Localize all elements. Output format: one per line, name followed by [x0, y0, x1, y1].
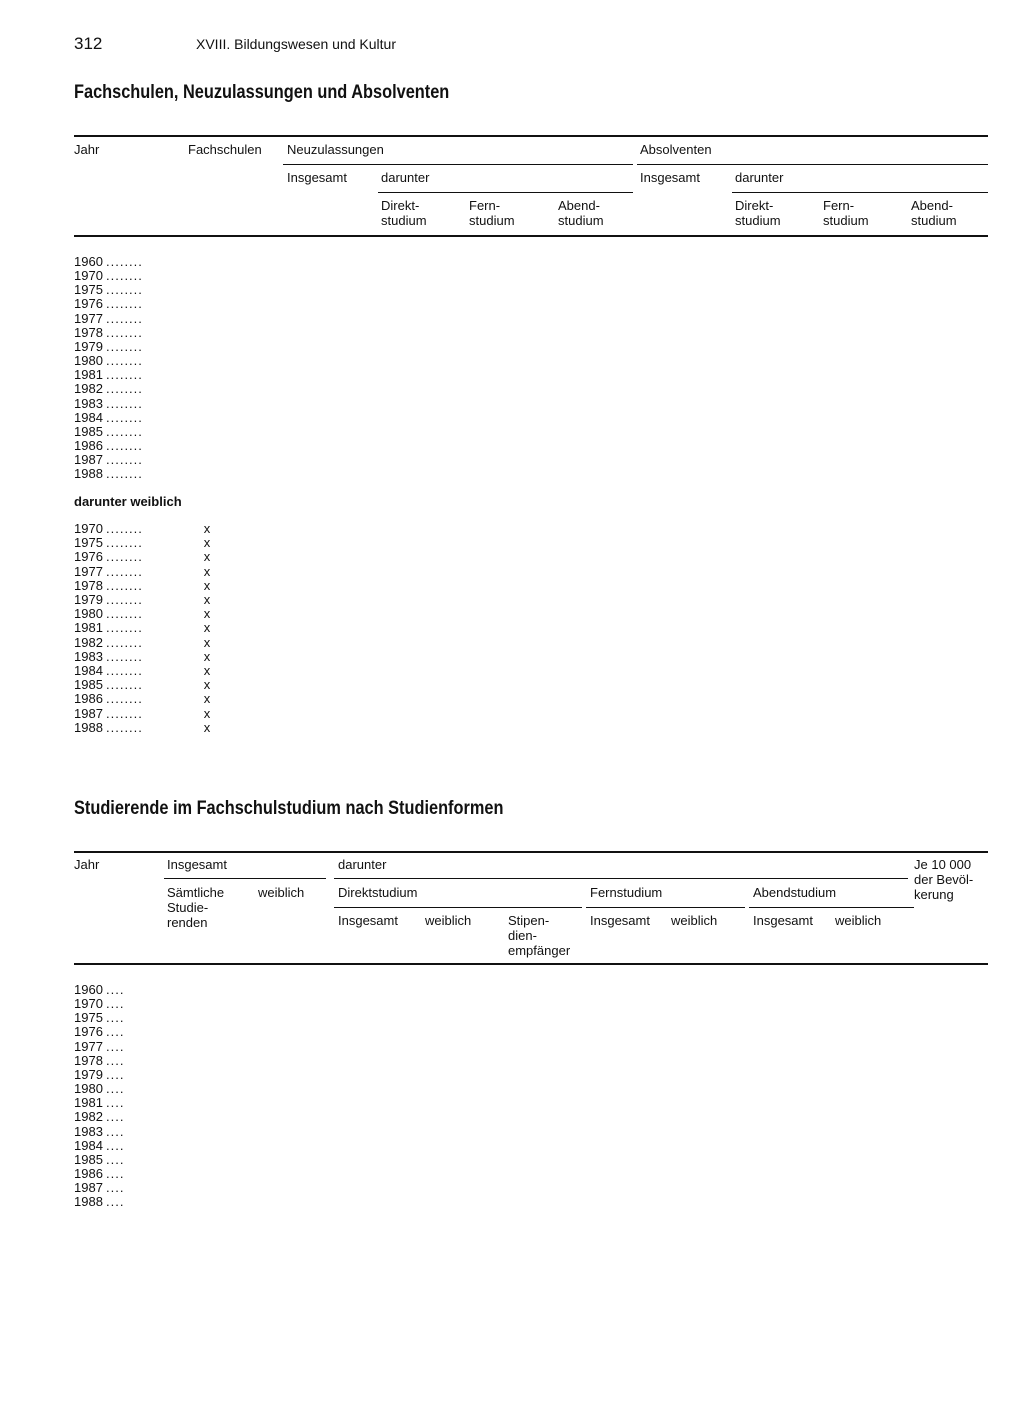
- t1-rule-neu: [283, 164, 633, 165]
- cell-jahr: 1980: [74, 606, 103, 622]
- leader-dots: ....: [106, 1010, 125, 1026]
- leader-dots: ....: [106, 1066, 125, 1082]
- cell-jahr: 1987: [74, 705, 103, 721]
- cell-jahr: 1985: [74, 423, 103, 439]
- table1-top-rule: [74, 135, 988, 137]
- cell-jahr: 1960: [74, 982, 103, 997]
- leader-dots: ........: [106, 705, 143, 721]
- cell-fachschulen: x: [203, 577, 211, 593]
- leader-dots: ....: [106, 1165, 125, 1181]
- cell-jahr: 1986: [74, 437, 103, 453]
- t2-rule-fern: [586, 907, 745, 908]
- leader-dots: ....: [106, 1052, 125, 1068]
- t1-header-neu-abend: Abend- studium: [558, 198, 604, 228]
- t1-header-neu-direkt: Direkt- studium: [381, 198, 427, 228]
- t2-header-direktstudium: Direktstudium: [338, 885, 418, 900]
- cell-fachschulen: x: [203, 592, 211, 607]
- t2-header-jahr: Jahr: [74, 857, 100, 872]
- leader-dots: ....: [106, 1180, 125, 1196]
- leader-dots: ........: [106, 691, 143, 707]
- cell-fachschulen: x: [203, 535, 211, 551]
- leader-dots: ....: [106, 1038, 125, 1054]
- t2-header-d-insgesamt: Insgesamt: [338, 913, 398, 928]
- leader-dots: ........: [106, 620, 143, 636]
- leader-dots: ........: [106, 353, 143, 369]
- cell-fachschulen: x: [203, 563, 211, 579]
- t2-rule-abend: [749, 907, 914, 908]
- leader-dots: ........: [106, 577, 143, 593]
- leader-dots: ........: [106, 367, 143, 383]
- cell-jahr: 1983: [74, 1123, 103, 1139]
- t2-rule-darunter: [334, 878, 908, 879]
- t2-header-a-insgesamt: Insgesamt: [753, 913, 813, 928]
- cell-jahr: 1970: [74, 996, 103, 1012]
- cell-jahr: 1979: [74, 1066, 103, 1082]
- cell-jahr: 1986: [74, 691, 103, 707]
- cell-jahr: 1976: [74, 1024, 103, 1040]
- leader-dots: ........: [106, 719, 143, 735]
- cell-jahr: 1984: [74, 663, 103, 678]
- leader-dots: ....: [106, 1151, 125, 1167]
- t1-header-neuzulassungen: Neuzulassungen: [287, 142, 384, 157]
- cell-jahr: 1985: [74, 1151, 103, 1167]
- cell-jahr: 1980: [74, 353, 103, 369]
- t2-header-a-weiblich: weiblich: [835, 913, 882, 928]
- running-head: XVIII. Bildungswesen und Kultur: [196, 36, 397, 52]
- leader-dots: ........: [106, 254, 143, 269]
- cell-jahr: 1985: [74, 677, 103, 693]
- table2-title: Studierende im Fachschulstudium nach Studienformen: [74, 798, 504, 819]
- leader-dots: ........: [106, 338, 143, 354]
- leader-dots: ........: [106, 452, 143, 468]
- t1-header-bottom-rule: [74, 235, 988, 237]
- cell-jahr: 1988: [74, 1194, 103, 1210]
- cell-jahr: 1980: [74, 1081, 103, 1097]
- cell-jahr: 1977: [74, 1038, 103, 1054]
- t2-header-d-weiblich: weiblich: [425, 913, 472, 928]
- leader-dots: ........: [106, 437, 143, 453]
- cell-jahr: 1977: [74, 310, 103, 326]
- cell-fachschulen: x: [203, 606, 211, 622]
- t1-header-neu-darunter: darunter: [381, 170, 430, 185]
- cell-fachschulen: x: [203, 648, 211, 664]
- leader-dots: ........: [106, 592, 143, 607]
- t2-rule-insgesamt: [164, 878, 326, 879]
- cell-jahr: 1981: [74, 367, 103, 383]
- leader-dots: ........: [106, 535, 143, 551]
- t2-header-insgesamt: Insgesamt: [167, 857, 227, 872]
- t2-header-weiblich: weiblich: [258, 885, 305, 900]
- cell-jahr: 1976: [74, 296, 103, 312]
- cell-fachschulen: x: [203, 549, 211, 565]
- cell-jahr: 1976: [74, 549, 103, 565]
- table2-top-rule: [74, 851, 988, 853]
- t1-header-neu-fern: Fern- studium: [469, 198, 515, 228]
- leader-dots: ....: [106, 1095, 125, 1111]
- cell-jahr: 1975: [74, 282, 103, 298]
- page-number: 312: [74, 34, 103, 53]
- cell-jahr: 1984: [74, 409, 103, 425]
- cell-jahr: 1982: [74, 1109, 103, 1125]
- cell-fachschulen: x: [203, 691, 211, 707]
- cell-jahr: 1982: [74, 381, 103, 397]
- t1-header-abs-direkt: Direkt- studium: [735, 198, 781, 228]
- t1-header-abs-fern: Fern- studium: [823, 198, 869, 228]
- leader-dots: ........: [106, 409, 143, 425]
- cell-fachschulen: x: [203, 705, 211, 721]
- cell-jahr: 1982: [74, 634, 103, 650]
- leader-dots: ........: [106, 395, 143, 411]
- t2-header-f-weiblich: weiblich: [671, 913, 718, 928]
- cell-jahr: 1979: [74, 338, 103, 354]
- t1-subheading: darunter weiblich: [74, 494, 182, 509]
- cell-jahr: 1978: [74, 324, 103, 340]
- cell-jahr: 1984: [74, 1137, 103, 1153]
- t2-header-f-insgesamt: Insgesamt: [590, 913, 650, 928]
- leader-dots: ........: [106, 521, 143, 536]
- cell-fachschulen: x: [203, 620, 211, 636]
- cell-jahr: 1988: [74, 466, 103, 482]
- table1-title: Fachschulen, Neuzulassungen und Absolventen: [74, 82, 450, 103]
- leader-dots: ........: [106, 423, 143, 439]
- t2-rule-direkt: [334, 907, 582, 908]
- t1-header-absolventen: Absolventen: [640, 142, 712, 157]
- t1-header-abs-abend: Abend- studium: [911, 198, 957, 228]
- cell-jahr: 1978: [74, 577, 103, 593]
- cell-jahr: 1983: [74, 648, 103, 664]
- cell-jahr: 1988: [74, 719, 103, 735]
- cell-jahr: 1975: [74, 1010, 103, 1026]
- t2-header-saemtliche: Sämtliche Studie- renden: [167, 885, 225, 930]
- leader-dots: ........: [106, 563, 143, 579]
- cell-jahr: 1981: [74, 1095, 103, 1111]
- leader-dots: ........: [106, 677, 143, 693]
- t2-header-stipendien: Stipen- dien- empfänger: [508, 913, 571, 958]
- leader-dots: ........: [106, 663, 143, 678]
- t1-header-fachschulen: Fachschulen: [188, 142, 262, 157]
- t2-header-darunter: darunter: [338, 857, 387, 872]
- cell-fachschulen: x: [203, 677, 211, 693]
- t2-header-bottom-rule: [74, 963, 988, 965]
- cell-jahr: 1960: [74, 254, 103, 269]
- leader-dots: ....: [106, 1109, 125, 1125]
- t1-rule-abs-darunter: [732, 192, 988, 193]
- leader-dots: ........: [106, 324, 143, 340]
- cell-jahr: 1987: [74, 1180, 103, 1196]
- t2-header-je10000: Je 10 000 der Bevöl- kerung: [914, 857, 974, 902]
- t1-header-abs-insgesamt: Insgesamt: [640, 170, 700, 185]
- leader-dots: ....: [106, 1194, 125, 1210]
- cell-jahr: 1987: [74, 452, 103, 468]
- leader-dots: ........: [106, 648, 143, 664]
- leader-dots: ....: [106, 1024, 125, 1040]
- leader-dots: ........: [106, 282, 143, 298]
- t2-header-fernstudium: Fernstudium: [590, 885, 663, 900]
- cell-jahr: 1970: [74, 521, 103, 536]
- leader-dots: ........: [106, 606, 143, 622]
- leader-dots: ....: [106, 1123, 125, 1139]
- leader-dots: ....: [106, 982, 125, 997]
- t1-rule-neu-darunter: [378, 192, 633, 193]
- leader-dots: ........: [106, 381, 143, 397]
- leader-dots: ........: [106, 549, 143, 565]
- leader-dots: ........: [106, 634, 143, 650]
- t1-rule-abs: [637, 164, 988, 165]
- cell-jahr: 1986: [74, 1165, 103, 1181]
- cell-jahr: 1983: [74, 395, 103, 411]
- cell-jahr: 1977: [74, 563, 103, 579]
- cell-fachschulen: x: [203, 719, 211, 735]
- leader-dots: ........: [106, 268, 143, 284]
- leader-dots: ........: [106, 310, 143, 326]
- cell-jahr: 1979: [74, 592, 103, 607]
- t1-header-abs-darunter: darunter: [735, 170, 784, 185]
- leader-dots: ....: [106, 1137, 125, 1153]
- t1-header-jahr: Jahr: [74, 142, 100, 157]
- cell-jahr: 1970: [74, 268, 103, 284]
- leader-dots: ....: [106, 996, 125, 1012]
- cell-jahr: 1975: [74, 535, 103, 551]
- cell-fachschulen: x: [203, 663, 211, 678]
- leader-dots: ....: [106, 1081, 125, 1097]
- cell-fachschulen: x: [203, 634, 211, 650]
- cell-jahr: 1981: [74, 620, 103, 636]
- leader-dots: ........: [106, 296, 143, 312]
- cell-fachschulen: x: [203, 521, 211, 536]
- cell-jahr: 1978: [74, 1052, 103, 1068]
- t1-header-neu-insgesamt: Insgesamt: [287, 170, 347, 185]
- leader-dots: ........: [106, 466, 143, 482]
- t2-header-abendstudium: Abendstudium: [753, 885, 837, 900]
